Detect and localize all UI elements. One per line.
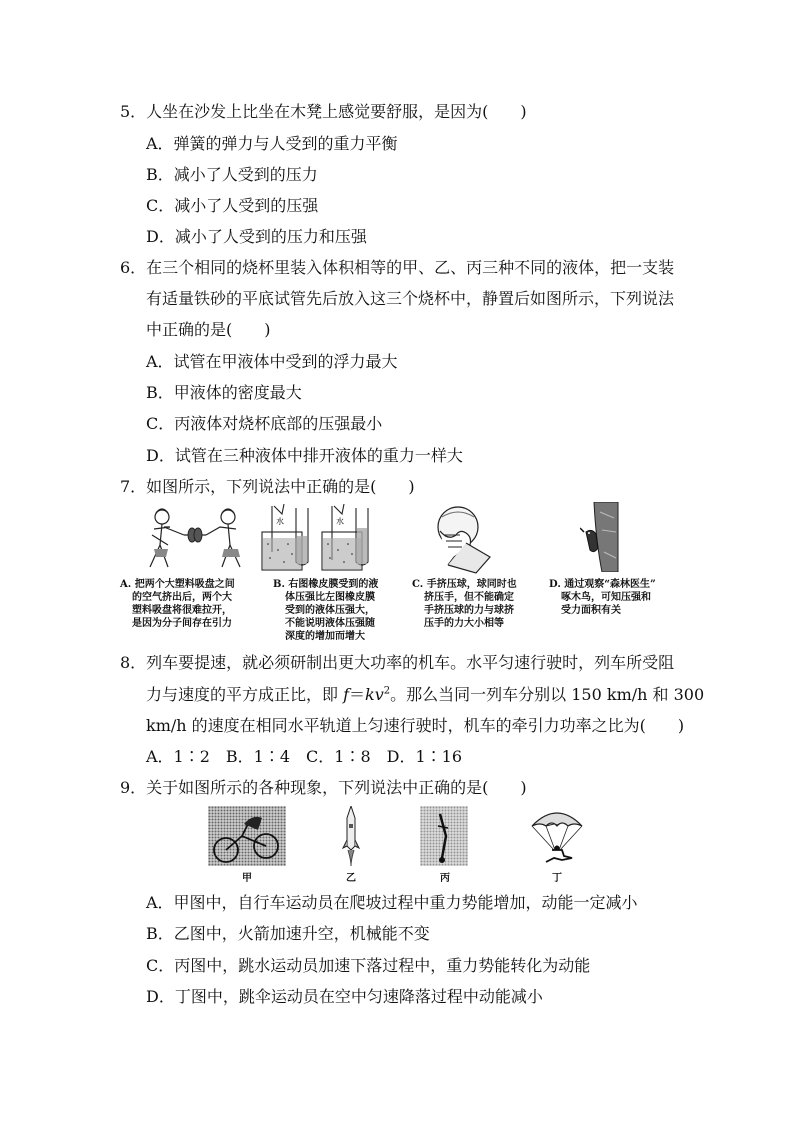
q5-option-a: A．弹簧的弹力与人受到的重力平衡 (146, 134, 398, 153)
q9-label-ding: 丁 (552, 873, 562, 884)
q7-stem: 7．如图所示，下列说法中正确的是( ) (120, 477, 415, 496)
q7-caption-a-line: 塑料吸盘将很难拉开， (132, 605, 232, 616)
q9-label-jia: 甲 (242, 873, 252, 884)
q7-caption-a-line: A. 把两个大塑料吸盘之间 (120, 579, 235, 590)
q5-option-c: C．减小了人受到的压强 (146, 196, 319, 215)
q7-caption-a-line: 的空气挤出后，两个大 (132, 592, 232, 603)
q7-figure-b-water-label-right: 水 (336, 517, 344, 526)
q7-figure-b-pressure-gauges (258, 500, 378, 572)
q8-stem-line2 (146, 685, 704, 705)
q8-stem-line2-rest: 。那么当同一列车分别以 150 km/h 和 300 (390, 685, 705, 704)
q7-caption-d-line: 受力面积有关 (561, 605, 621, 616)
q9-label-bing: 丙 (440, 873, 450, 884)
q6-stem-line3: 中正确的是( ) (146, 320, 271, 339)
q7-figure-c-hand-squeezing-ball (420, 505, 496, 575)
q6-stem-line1: 6．在三个相同的烧杯里装入体积相等的甲、乙、丙三种不同的液体，把一支装 (120, 258, 675, 277)
q5-stem: 5．人坐在沙发上比坐在木凳上感觉要舒服，是因为( ) (120, 102, 527, 121)
q7-caption-b-line: 体压强比左图橡皮膜 (285, 592, 375, 603)
q9-figure-ding-parachutist (528, 806, 586, 866)
q8-options: A．1∶2 B．1∶4 C．1∶8 D．1∶16 (146, 747, 463, 766)
q7-caption-a-line: 是因为分子间存在引力 (132, 618, 232, 629)
q7-caption-d-line: D. 通过观察“森林医生” (549, 579, 656, 590)
q9-stem: 9．关于如图所示的各种现象，下列说法中正确的是( ) (120, 778, 527, 797)
q9-option-d: D．丁图中，跳伞运动员在空中匀速降落过程中动能减小 (146, 987, 543, 1006)
q7-caption-b-line: 受到的液体压强大， (285, 605, 375, 616)
q7-caption-c-line: 压手的力大小相等 (424, 618, 504, 629)
q7-figure-a-suction-cups (140, 505, 250, 573)
q7-figure-d-woodpecker (580, 502, 620, 572)
q7-caption-b-line: 不能说明液体压强随 (285, 618, 375, 629)
q7-caption-b-line: 深度的增加而增大 (285, 631, 365, 642)
q9-figure-bing-diver (420, 806, 468, 866)
q6-stem-line2: 有适量铁砂的平底试管先后放入这三个烧杯中，静置后如图所示，下列说法 (146, 289, 675, 308)
q5-option-d: D．减小了人受到的压力和压强 (146, 227, 367, 246)
q9-option-b: B．乙图中，火箭加速升空，机械能不变 (146, 924, 430, 943)
q7-caption-a (120, 578, 235, 630)
q9-option-c: C．丙图中，跳水运动员加速下落过程中，重力势能转化为动能 (146, 956, 591, 975)
q8-formula-k: k (365, 685, 375, 704)
q8-formula-v: v (374, 685, 384, 704)
q7-figure-b-water-label-left: 水 (276, 517, 284, 526)
q7-caption-c (412, 578, 517, 630)
q6-option-d: D．试管在三种液体中排开液体的重力一样大 (146, 446, 463, 465)
q6-option-a: A．试管在甲液体中受到的浮力最大 (146, 352, 398, 371)
q6-option-c: C．丙液体对烧杯底部的压强最小 (146, 414, 383, 433)
q7-caption-c-line: 手挤压球的力与球挤 (424, 605, 514, 616)
q7-caption-d (549, 578, 656, 617)
q8-formula-f: f (343, 685, 350, 704)
q5-option-b: B．减小了人受到的压力 (146, 165, 318, 184)
q9-option-a: A．甲图中，自行车运动员在爬坡过程中重力势能增加，动能一定减小 (146, 893, 638, 912)
q8-formula-exponent: 2 (383, 685, 391, 697)
q7-caption-d-line: 啄木鸟，可知压强和 (561, 592, 651, 603)
q7-caption-c-line: C. 手挤压球，球同时也 (412, 579, 517, 590)
q7-caption-c-line: 挤压手，但不能确定 (424, 592, 514, 603)
q8-formula-eq: ＝ (349, 685, 366, 704)
q7-caption-b (273, 578, 378, 643)
q8-stem-line2-text: 力与速度的平方成正比，即 (146, 685, 344, 704)
q7-caption-b-line: B. 右图橡皮膜受到的液 (273, 579, 379, 590)
q8-stem-line1: 8．列车要提速，就必须研制出更大功率的机车。水平匀速行驶时，列车所受阻 (120, 653, 675, 672)
q6-option-b: B．甲液体的密度最大 (146, 383, 302, 402)
q9-figure-yi-rocket (340, 806, 362, 866)
q9-label-yi: 乙 (346, 873, 356, 884)
q8-stem-line3: km/h 的速度在相同水平轨道上匀速行驶时，机车的牵引力功率之比为( ) (146, 716, 685, 735)
q9-figure-jia-cyclist (208, 806, 286, 866)
